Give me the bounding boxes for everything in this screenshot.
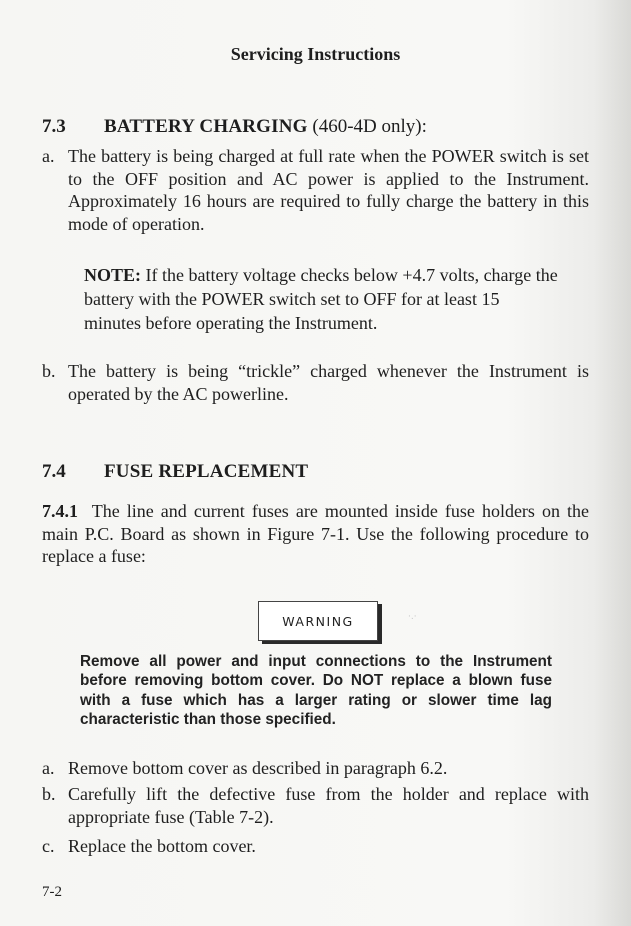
fuse-subsection-7-4-1	[42, 500, 589, 568]
battery-item-a	[42, 145, 589, 236]
section-7-3-heading	[42, 116, 427, 138]
section-number: 7.3	[42, 116, 66, 137]
fuse-step-c	[42, 835, 589, 858]
step-label: c.	[42, 836, 55, 856]
step-label: b.	[42, 784, 56, 804]
section-7-4-heading	[42, 461, 308, 483]
step-text: Remove bottom cover as described in paragraph 6.2.	[68, 758, 448, 778]
item-text: The battery is being charged at full rate when the POWER switch is set to the OFF position and AC power is applied to the Instrument. Approximately 16 hours are required to fully charge the battery in this mode of operation.	[68, 146, 589, 235]
fuse-step-b	[42, 783, 589, 828]
subsection-number: 7.4.1	[42, 501, 78, 521]
step-label: a.	[42, 758, 55, 778]
warning-box	[258, 601, 378, 641]
page-number: 7-2	[42, 884, 62, 900]
item-text: The battery is being “trickle” charged whenever the Instrument is operated by the AC powerline.	[68, 361, 589, 404]
item-label: a.	[42, 146, 55, 166]
subsection-text: The line and current fuses are mounted inside fuse holders on the main P.C. Board as shown in Figure 7-1. Use the following procedure to replace a fuse:	[42, 501, 589, 567]
section-title: FUSE REPLACEMENT	[104, 461, 309, 482]
warning-text: Remove all power and input connections to the Instrument before removing bottom cover. Do NOT replace a blown fuse with a fuse which has a larger rating or slower time lag characteristic than those specified.	[80, 653, 552, 728]
section-number: 7.4	[42, 461, 66, 482]
section-qualifier: (460-4D only):	[312, 116, 427, 137]
warning-label: WARNING	[282, 613, 354, 629]
scan-speck: ·.·	[408, 612, 417, 622]
battery-note	[84, 263, 560, 335]
section-title: BATTERY CHARGING	[104, 116, 308, 137]
note-text: If the battery voltage checks below +4.7 volts, charge the battery with the POWER switch set to OFF for at least 15 minutes before operating the Instrument.	[84, 265, 558, 333]
step-text: Replace the bottom cover.	[68, 836, 256, 856]
step-text: Carefully lift the defective fuse from the holder and replace with appropriate fuse (Table 7-2).	[68, 784, 589, 827]
page-header: Servicing Instructions	[230, 44, 401, 64]
battery-item-b	[42, 360, 589, 405]
fuse-step-a	[42, 757, 589, 780]
note-label: NOTE:	[84, 265, 142, 285]
item-label: b.	[42, 361, 56, 381]
